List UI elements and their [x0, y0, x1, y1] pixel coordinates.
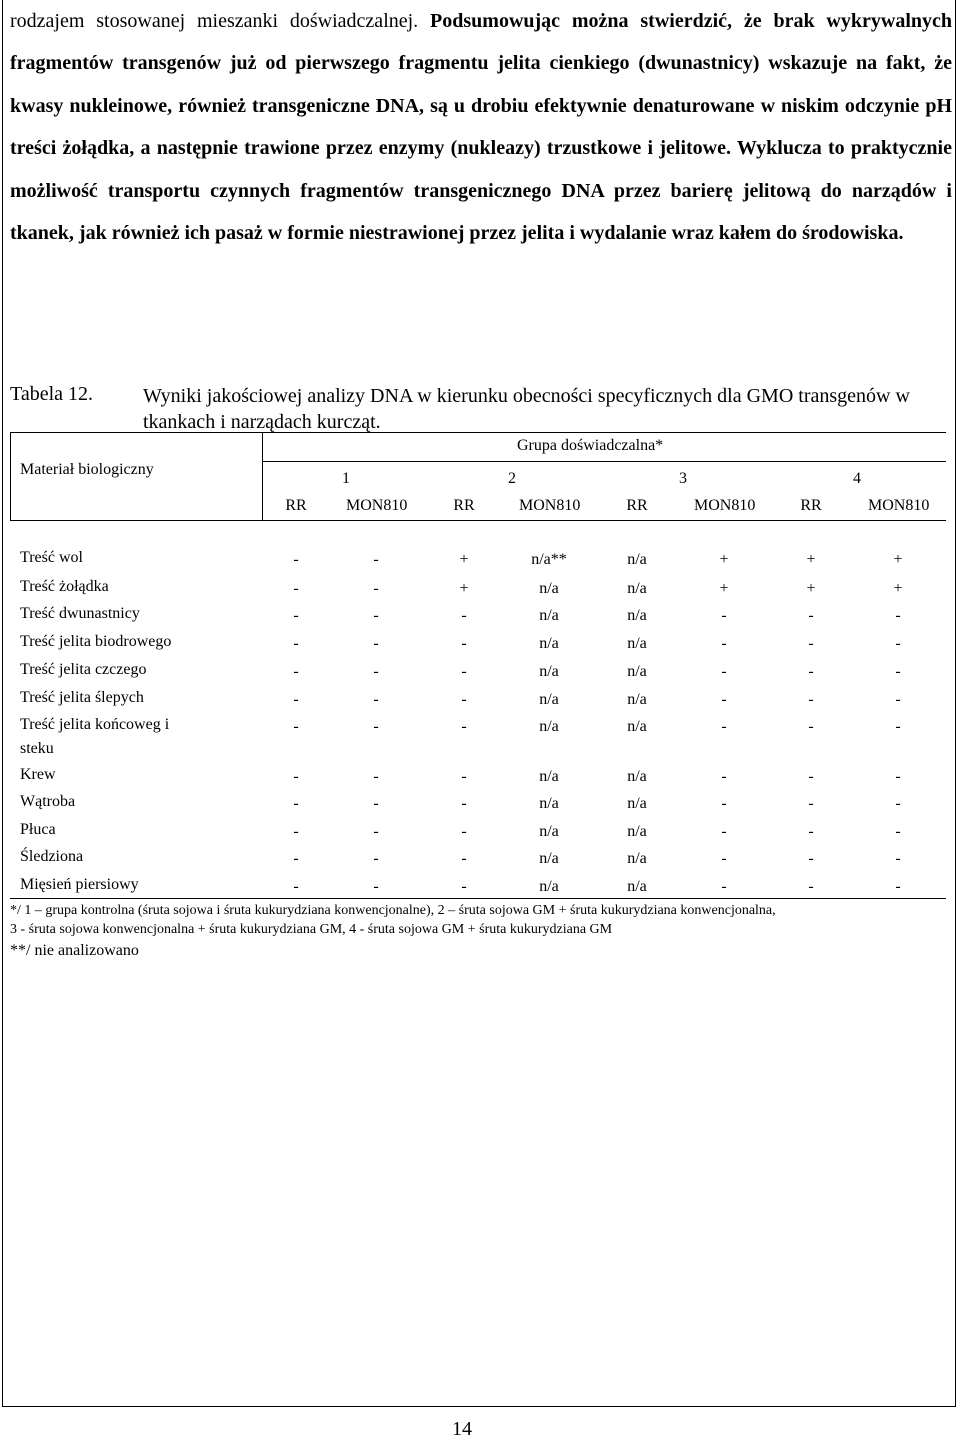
- group-number: 2: [508, 470, 516, 487]
- table-cell: -: [461, 850, 467, 867]
- table-cell: -: [808, 878, 814, 895]
- table-cell: +: [459, 580, 469, 597]
- row-label: Treść żołądka: [20, 578, 109, 595]
- table-cell: -: [293, 795, 299, 812]
- table-cell: -: [373, 635, 379, 652]
- table-cell: -: [461, 663, 467, 680]
- subheader-cell: MON810: [694, 497, 756, 514]
- table-cell: n/a: [539, 850, 559, 867]
- table-cell: n/a: [627, 580, 647, 597]
- row-label: Treść jelita ślepych: [20, 689, 144, 706]
- table-cell: -: [721, 823, 727, 840]
- row-label: Mięsień piersiowy: [20, 876, 139, 893]
- table-cell: -: [293, 878, 299, 895]
- table-cell: -: [461, 795, 467, 812]
- table-cell: -: [721, 795, 727, 812]
- table-cell: n/a: [539, 795, 559, 812]
- table-cell: n/a: [539, 663, 559, 680]
- group-header: Grupa doświadczalna*: [517, 437, 664, 454]
- table-cell: -: [373, 691, 379, 708]
- table-cell: -: [373, 551, 379, 568]
- table-cell: -: [895, 795, 901, 812]
- table-cell: n/a: [627, 551, 647, 568]
- table-cell: n/a**: [531, 551, 567, 568]
- row-label: Krew: [20, 766, 56, 783]
- table-cell: -: [461, 768, 467, 785]
- table-cell: -: [808, 663, 814, 680]
- table-cell: -: [895, 768, 901, 785]
- table-cell: +: [719, 551, 729, 568]
- group-number: 3: [679, 470, 687, 487]
- table-cell: -: [373, 607, 379, 624]
- table-cell: -: [373, 580, 379, 597]
- table-caption-label: Tabela 12.: [10, 383, 94, 405]
- table-cell: -: [373, 823, 379, 840]
- table-cell: -: [461, 878, 467, 895]
- footnote: **/ nie analizowano: [10, 942, 139, 959]
- table-cell: -: [895, 718, 901, 735]
- table-cell: -: [293, 635, 299, 652]
- group-header-rule: [262, 461, 946, 462]
- table-cell: +: [893, 551, 903, 568]
- table-bottom-rule: [10, 898, 946, 899]
- table-cell: n/a: [539, 878, 559, 895]
- table-cell: n/a: [627, 878, 647, 895]
- table-cell: -: [721, 635, 727, 652]
- table-cell: -: [895, 663, 901, 680]
- table-cell: -: [808, 768, 814, 785]
- table-cell: n/a: [539, 691, 559, 708]
- table-cell: n/a: [627, 607, 647, 624]
- group-number: 1: [342, 470, 350, 487]
- table-cell: -: [721, 850, 727, 867]
- table-caption-text: Wyniki jakościowej analizy DNA w kierunku obecności specyficznych dla GMO transgenów w tkankach i narządach kurcząt.: [143, 385, 910, 433]
- table-cell: -: [373, 768, 379, 785]
- table-cell: -: [293, 607, 299, 624]
- table-cell: +: [719, 580, 729, 597]
- table-header-divider: [262, 432, 263, 520]
- table-cell: -: [293, 691, 299, 708]
- table-cell: n/a: [627, 768, 647, 785]
- row-label: Treść jelita czczego: [20, 661, 147, 678]
- table-cell: -: [461, 635, 467, 652]
- table-cell: -: [721, 663, 727, 680]
- table-cell: -: [895, 850, 901, 867]
- row-label: Płuca: [20, 821, 56, 838]
- table-cell: -: [373, 850, 379, 867]
- table-cell: -: [721, 768, 727, 785]
- table-cell: +: [806, 580, 816, 597]
- table-cell: n/a: [539, 635, 559, 652]
- subheader-cell: MON810: [868, 497, 930, 514]
- table-cell: -: [895, 691, 901, 708]
- table-cell: n/a: [627, 823, 647, 840]
- table-cell: -: [721, 718, 727, 735]
- table-cell: n/a: [539, 768, 559, 785]
- table-cell: -: [895, 607, 901, 624]
- table-cell: -: [461, 823, 467, 840]
- table-cell: -: [895, 635, 901, 652]
- subheader-cell: RR: [285, 497, 307, 514]
- subheader-cell: RR: [626, 497, 648, 514]
- table-cell: -: [293, 718, 299, 735]
- row-label: Śledziona: [20, 848, 84, 865]
- table-cell: -: [808, 635, 814, 652]
- table-top-rule: [10, 432, 946, 433]
- table-left-rule: [10, 432, 11, 520]
- table-cell: -: [808, 823, 814, 840]
- table-cell: -: [461, 691, 467, 708]
- table-cell: -: [293, 580, 299, 597]
- table-cell: -: [373, 795, 379, 812]
- table-cell: n/a: [627, 718, 647, 735]
- table-header-bottom-rule: [10, 520, 946, 521]
- table-cell: +: [459, 551, 469, 568]
- table-cell: +: [893, 580, 903, 597]
- row-label: Treść wol: [20, 549, 83, 566]
- footnote: 3 - śruta sojowa konwencjonalna + śruta kukurydziana GM, 4 - śruta sojowa GM + śruta kukurydziana GM: [10, 922, 613, 937]
- table-cell: n/a: [627, 795, 647, 812]
- page-number: 14: [452, 1418, 472, 1440]
- table-cell: -: [808, 850, 814, 867]
- row-label: Wątroba: [20, 793, 76, 810]
- table-cell: -: [293, 768, 299, 785]
- table-cell: +: [806, 551, 816, 568]
- table-cell: n/a: [539, 607, 559, 624]
- table-cell: -: [373, 878, 379, 895]
- table-cell: n/a: [627, 850, 647, 867]
- subheader-cell: MON810: [519, 497, 581, 514]
- table-cell: -: [721, 691, 727, 708]
- table-cell: -: [293, 551, 299, 568]
- row-label: Treść jelita końcoweg i: [20, 716, 170, 733]
- table-cell: -: [895, 878, 901, 895]
- table-cell: -: [895, 823, 901, 840]
- table-cell: -: [808, 607, 814, 624]
- table-cell: -: [293, 663, 299, 680]
- table-cell: -: [808, 691, 814, 708]
- footnote: */ 1 – grupa kontrolna (śruta sojowa i śruta kukurydziana konwencjonalne), 2 – śruta sojowa GM + śruta kukurydziana konwencjonalna,: [10, 903, 776, 918]
- group-number: 4: [853, 470, 861, 487]
- table-cell: -: [293, 850, 299, 867]
- table-cell: -: [373, 718, 379, 735]
- table-cell: -: [721, 878, 727, 895]
- table-cell: n/a: [539, 718, 559, 735]
- row-label-continued: steku: [20, 740, 54, 757]
- table-cell: -: [808, 718, 814, 735]
- paragraph-plain: rodzajem stosowanej mieszanki doświadczalnej.: [10, 10, 419, 32]
- row-label: Treść dwunastnicy: [20, 605, 140, 622]
- table-cell: -: [461, 718, 467, 735]
- table-cell: n/a: [627, 635, 647, 652]
- table-cell: n/a: [539, 823, 559, 840]
- subheader-cell: RR: [800, 497, 822, 514]
- table-cell: n/a: [539, 580, 559, 597]
- paragraph-bold-2: Wyklucza to praktycznie możliwość transportu czynnych fragmentów transgenicznego DNA przez barierę jelitową do narządów i tkanek, jak również ich pasaż w formie niestrawionej przez jelita i wydalanie wraz kałem do środowiska.: [10, 137, 952, 245]
- subheader-cell: MON810: [346, 497, 408, 514]
- table-cell: -: [293, 823, 299, 840]
- row-label: Treść jelita biodrowego: [20, 633, 172, 650]
- row-header: Materiał biologiczny: [20, 461, 154, 478]
- table-cell: -: [373, 663, 379, 680]
- table-cell: -: [808, 795, 814, 812]
- table-cell: n/a: [627, 663, 647, 680]
- table-cell: -: [721, 607, 727, 624]
- paragraph-bold-1: Podsumowując można stwierdzić, że brak wykrywalnych fragmentów transgenów już od pierwszego fragmentu jelita cienkiego (dwunastnicy) wskazuje na fakt, że kwasy nukleinowe, również transgeniczne DNA, są u drobiu efektywnie denaturowane w niskim odczynie pH treści żołądka, a następnie trawione przez enzymy (nukleazy) trzustkowe i jelitowe.: [10, 10, 952, 160]
- table-cell: n/a: [627, 691, 647, 708]
- table-cell: -: [461, 607, 467, 624]
- subheader-cell: RR: [453, 497, 475, 514]
- body-paragraph: [10, 0, 952, 254]
